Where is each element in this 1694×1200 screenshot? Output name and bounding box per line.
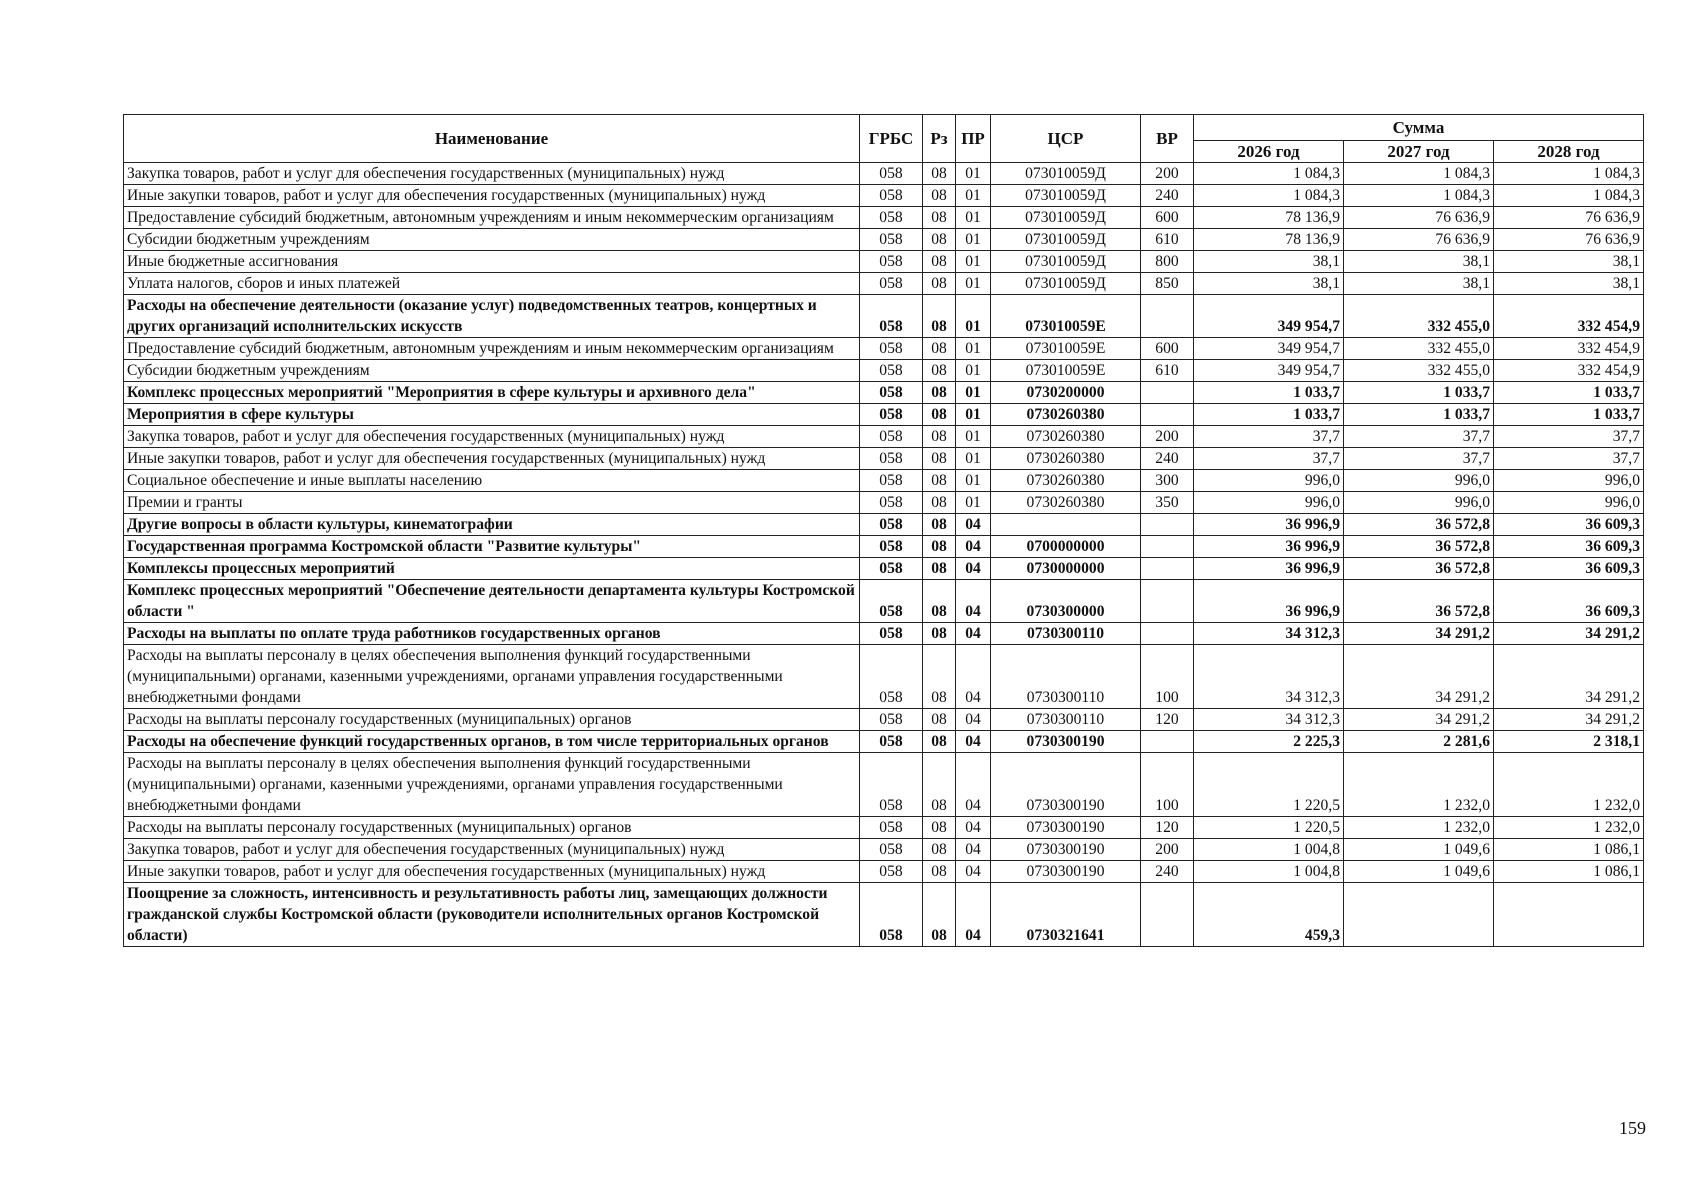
cell-rz: 08 — [923, 273, 956, 295]
header-csr: ЦСР — [991, 115, 1141, 163]
cell-grbs: 058 — [860, 163, 923, 185]
budget-table-sheet — [123, 114, 1643, 947]
cell-pr: 04 — [956, 709, 991, 731]
cell-2027: 36 572,8 — [1344, 536, 1494, 558]
cell-name: Предоставление субсидий бюджетным, автономным учреждениям и иным некоммерческим организациям — [124, 338, 860, 360]
cell-name: Мероприятия в сфере культуры — [124, 404, 860, 426]
cell-name: Уплата налогов, сборов и иных платежей — [124, 273, 860, 295]
cell-name: Расходы на выплаты по оплате труда работников государственных органов — [124, 623, 860, 645]
table-row — [124, 404, 1644, 426]
cell-2028: 996,0 — [1494, 492, 1644, 514]
cell-name: Расходы на выплаты персоналу в целях обеспечения выполнения функций государственными (муниципальными) органами, казенными учреждениями, органами управления государственными внебюджетными фондами — [124, 645, 860, 709]
cell-rz: 08 — [923, 426, 956, 448]
cell-csr: 0730260380 — [991, 448, 1141, 470]
cell-rz: 08 — [923, 753, 956, 817]
cell-2027: 1 033,7 — [1344, 404, 1494, 426]
table-row — [124, 207, 1644, 229]
cell-vr: 850 — [1141, 273, 1194, 295]
cell-vr — [1141, 580, 1194, 623]
cell-csr: 073010059Д — [991, 207, 1141, 229]
cell-csr: 0730260380 — [991, 492, 1141, 514]
cell-name: Государственная программа Костромской области "Развитие культуры" — [124, 536, 860, 558]
cell-2026: 1 033,7 — [1194, 382, 1344, 404]
table-row — [124, 645, 1644, 709]
table-row — [124, 839, 1644, 861]
cell-2028: 37,7 — [1494, 448, 1644, 470]
cell-csr: 0730300110 — [991, 709, 1141, 731]
cell-pr: 01 — [956, 163, 991, 185]
cell-vr: 240 — [1141, 185, 1194, 207]
cell-grbs: 058 — [860, 514, 923, 536]
cell-csr: 0700000000 — [991, 536, 1141, 558]
cell-grbs: 058 — [860, 426, 923, 448]
cell-2026: 34 312,3 — [1194, 623, 1344, 645]
cell-grbs: 058 — [860, 360, 923, 382]
cell-vr: 100 — [1141, 645, 1194, 709]
cell-csr: 0730321641 — [991, 883, 1141, 947]
header-name: Наименование — [124, 115, 860, 163]
cell-2026: 1 004,8 — [1194, 861, 1344, 883]
cell-2028: 36 609,3 — [1494, 536, 1644, 558]
cell-grbs: 058 — [860, 623, 923, 645]
cell-pr: 01 — [956, 426, 991, 448]
cell-rz: 08 — [923, 470, 956, 492]
cell-rz: 08 — [923, 360, 956, 382]
cell-grbs: 058 — [860, 883, 923, 947]
cell-2028: 332 454,9 — [1494, 295, 1644, 338]
cell-name: Расходы на обеспечение функций государственных органов, в том числе территориальных органов — [124, 731, 860, 753]
cell-grbs: 058 — [860, 817, 923, 839]
cell-pr: 04 — [956, 580, 991, 623]
cell-2027: 37,7 — [1344, 448, 1494, 470]
cell-vr — [1141, 382, 1194, 404]
cell-name: Поощрение за сложность, интенсивность и результативность работы лиц, замещающих должности гражданской службы Костромской области (руководители исполнительных органов Костромской области) — [124, 883, 860, 947]
cell-name: Комплекс процессных мероприятий "Мероприятия в сфере культуры и архивного дела" — [124, 382, 860, 404]
table-row — [124, 731, 1644, 753]
cell-2028: 37,7 — [1494, 426, 1644, 448]
cell-2027: 332 455,0 — [1344, 295, 1494, 338]
cell-2028: 2 318,1 — [1494, 731, 1644, 753]
cell-name: Предоставление субсидий бюджетным, автономным учреждениям и иным некоммерческим организациям — [124, 207, 860, 229]
cell-csr: 073010059Д — [991, 163, 1141, 185]
cell-vr — [1141, 514, 1194, 536]
cell-csr: 0730260380 — [991, 470, 1141, 492]
cell-2027: 1 049,6 — [1344, 839, 1494, 861]
cell-csr: 073010059Д — [991, 251, 1141, 273]
cell-2028: 36 609,3 — [1494, 580, 1644, 623]
cell-rz: 08 — [923, 251, 956, 273]
cell-name: Иные бюджетные ассигнования — [124, 251, 860, 273]
cell-2027: 1 033,7 — [1344, 382, 1494, 404]
cell-2026: 1 220,5 — [1194, 753, 1344, 817]
cell-name: Субсидии бюджетным учреждениям — [124, 360, 860, 382]
cell-pr: 01 — [956, 207, 991, 229]
cell-2027: 332 455,0 — [1344, 360, 1494, 382]
cell-csr: 073010059Е — [991, 295, 1141, 338]
cell-vr — [1141, 536, 1194, 558]
cell-csr: 0730300190 — [991, 839, 1141, 861]
cell-pr: 01 — [956, 338, 991, 360]
cell-2027: 76 636,9 — [1344, 229, 1494, 251]
header-year-2026: 2026 год — [1194, 141, 1344, 163]
header-year-2028: 2028 год — [1494, 141, 1644, 163]
cell-2028: 1 086,1 — [1494, 839, 1644, 861]
cell-grbs: 058 — [860, 207, 923, 229]
table-body — [124, 163, 1644, 947]
cell-rz: 08 — [923, 839, 956, 861]
cell-csr: 0730300110 — [991, 645, 1141, 709]
cell-grbs: 058 — [860, 709, 923, 731]
cell-2027: 38,1 — [1344, 273, 1494, 295]
header-grbs: ГРБС — [860, 115, 923, 163]
cell-grbs: 058 — [860, 536, 923, 558]
header-year-2027: 2027 год — [1344, 141, 1494, 163]
cell-2027: 996,0 — [1344, 470, 1494, 492]
cell-csr: 0730000000 — [991, 558, 1141, 580]
cell-vr — [1141, 883, 1194, 947]
cell-grbs: 058 — [860, 645, 923, 709]
cell-vr — [1141, 731, 1194, 753]
cell-2026: 2 225,3 — [1194, 731, 1344, 753]
cell-vr: 240 — [1141, 861, 1194, 883]
cell-rz: 08 — [923, 883, 956, 947]
cell-2028: 34 291,2 — [1494, 623, 1644, 645]
cell-rz: 08 — [923, 645, 956, 709]
cell-rz: 08 — [923, 861, 956, 883]
cell-2028: 1 086,1 — [1494, 861, 1644, 883]
cell-2026: 349 954,7 — [1194, 338, 1344, 360]
cell-rz: 08 — [923, 580, 956, 623]
cell-2026: 37,7 — [1194, 426, 1344, 448]
cell-vr — [1141, 623, 1194, 645]
budget-table — [123, 114, 1644, 947]
cell-name: Иные закупки товаров, работ и услуг для обеспечения государственных (муниципальных) нужд — [124, 861, 860, 883]
cell-2026: 459,3 — [1194, 883, 1344, 947]
cell-2027: 34 291,2 — [1344, 709, 1494, 731]
cell-pr: 04 — [956, 645, 991, 709]
cell-2026: 1 084,3 — [1194, 185, 1344, 207]
cell-pr: 01 — [956, 382, 991, 404]
cell-2027: 996,0 — [1344, 492, 1494, 514]
cell-name: Расходы на обеспечение деятельности (оказание услуг) подведомственных театров, концертных и других организаций исполнительских искусств — [124, 295, 860, 338]
cell-csr: 0730300190 — [991, 731, 1141, 753]
cell-csr: 073010059Е — [991, 360, 1141, 382]
cell-2028: 34 291,2 — [1494, 645, 1644, 709]
cell-rz: 08 — [923, 623, 956, 645]
table-row — [124, 709, 1644, 731]
cell-vr: 200 — [1141, 163, 1194, 185]
cell-name: Иные закупки товаров, работ и услуг для обеспечения государственных (муниципальных) нужд — [124, 185, 860, 207]
cell-name: Закупка товаров, работ и услуг для обеспечения государственных (муниципальных) нужд — [124, 163, 860, 185]
cell-vr — [1141, 404, 1194, 426]
cell-name: Другие вопросы в области культуры, кинематографии — [124, 514, 860, 536]
cell-csr: 0730260380 — [991, 426, 1141, 448]
cell-2027: 1 049,6 — [1344, 861, 1494, 883]
cell-name: Социальное обеспечение и иные выплаты населению — [124, 470, 860, 492]
cell-grbs: 058 — [860, 839, 923, 861]
cell-rz: 08 — [923, 492, 956, 514]
cell-grbs: 058 — [860, 558, 923, 580]
cell-2028: 1 084,3 — [1494, 185, 1644, 207]
cell-2028: 1 033,7 — [1494, 382, 1644, 404]
cell-csr — [991, 514, 1141, 536]
table-row — [124, 251, 1644, 273]
cell-vr: 100 — [1141, 753, 1194, 817]
cell-2026: 349 954,7 — [1194, 360, 1344, 382]
cell-csr: 0730300000 — [991, 580, 1141, 623]
cell-pr: 01 — [956, 470, 991, 492]
cell-rz: 08 — [923, 709, 956, 731]
cell-name: Комплекс процессных мероприятий "Обеспечение деятельности департамента культуры Костромской области " — [124, 580, 860, 623]
cell-grbs: 058 — [860, 382, 923, 404]
cell-grbs: 058 — [860, 753, 923, 817]
cell-2028: 1 084,3 — [1494, 163, 1644, 185]
cell-2026: 78 136,9 — [1194, 207, 1344, 229]
cell-2028 — [1494, 883, 1644, 947]
cell-csr: 073010059Д — [991, 273, 1141, 295]
cell-rz: 08 — [923, 404, 956, 426]
table-row — [124, 338, 1644, 360]
table-row — [124, 185, 1644, 207]
cell-name: Закупка товаров, работ и услуг для обеспечения государственных (муниципальных) нужд — [124, 839, 860, 861]
cell-pr: 01 — [956, 492, 991, 514]
cell-csr: 0730260380 — [991, 404, 1141, 426]
cell-2026: 34 312,3 — [1194, 645, 1344, 709]
cell-2028: 34 291,2 — [1494, 709, 1644, 731]
cell-pr: 04 — [956, 536, 991, 558]
cell-pr: 04 — [956, 623, 991, 645]
cell-rz: 08 — [923, 536, 956, 558]
cell-name: Закупка товаров, работ и услуг для обеспечения государственных (муниципальных) нужд — [124, 426, 860, 448]
cell-pr: 01 — [956, 185, 991, 207]
cell-2026: 1 220,5 — [1194, 817, 1344, 839]
cell-2026: 349 954,7 — [1194, 295, 1344, 338]
cell-2028: 76 636,9 — [1494, 207, 1644, 229]
cell-rz: 08 — [923, 382, 956, 404]
cell-vr: 600 — [1141, 338, 1194, 360]
cell-name: Иные закупки товаров, работ и услуг для обеспечения государственных (муниципальных) нужд — [124, 448, 860, 470]
table-row — [124, 558, 1644, 580]
cell-vr: 610 — [1141, 229, 1194, 251]
header-pr: ПР — [956, 115, 991, 163]
cell-pr: 04 — [956, 731, 991, 753]
table-row — [124, 753, 1644, 817]
table-row — [124, 580, 1644, 623]
cell-2026: 36 996,9 — [1194, 580, 1344, 623]
cell-rz: 08 — [923, 185, 956, 207]
cell-vr — [1141, 558, 1194, 580]
page-number: 159 — [1619, 1118, 1646, 1138]
cell-2028: 332 454,9 — [1494, 360, 1644, 382]
table-row — [124, 883, 1644, 947]
cell-pr: 01 — [956, 229, 991, 251]
cell-2027: 76 636,9 — [1344, 207, 1494, 229]
table-row — [124, 448, 1644, 470]
cell-vr: 120 — [1141, 709, 1194, 731]
table-header — [124, 115, 1644, 163]
cell-rz: 08 — [923, 295, 956, 338]
cell-rz: 08 — [923, 229, 956, 251]
cell-2027: 1 084,3 — [1344, 163, 1494, 185]
cell-2027: 2 281,6 — [1344, 731, 1494, 753]
cell-name: Расходы на выплаты персоналу в целях обеспечения выполнения функций государственными (муниципальными) органами, казенными учреждениями, органами управления государственными внебюджетными фондами — [124, 753, 860, 817]
cell-grbs: 058 — [860, 580, 923, 623]
table-row — [124, 426, 1644, 448]
cell-2028: 332 454,9 — [1494, 338, 1644, 360]
cell-2027: 1 232,0 — [1344, 817, 1494, 839]
cell-grbs: 058 — [860, 448, 923, 470]
cell-2026: 36 996,9 — [1194, 558, 1344, 580]
cell-grbs: 058 — [860, 185, 923, 207]
cell-csr: 0730200000 — [991, 382, 1141, 404]
table-row — [124, 492, 1644, 514]
cell-2028: 38,1 — [1494, 273, 1644, 295]
cell-rz: 08 — [923, 207, 956, 229]
cell-2026: 38,1 — [1194, 251, 1344, 273]
cell-2027 — [1344, 883, 1494, 947]
cell-pr: 04 — [956, 861, 991, 883]
header-sum: Сумма — [1194, 115, 1644, 141]
cell-2027: 38,1 — [1344, 251, 1494, 273]
cell-2026: 38,1 — [1194, 273, 1344, 295]
cell-2028: 36 609,3 — [1494, 558, 1644, 580]
cell-name: Комплексы процессных мероприятий — [124, 558, 860, 580]
cell-csr: 0730300110 — [991, 623, 1141, 645]
cell-csr: 0730300190 — [991, 817, 1141, 839]
cell-2027: 36 572,8 — [1344, 558, 1494, 580]
table-row — [124, 295, 1644, 338]
cell-pr: 01 — [956, 360, 991, 382]
cell-rz: 08 — [923, 448, 956, 470]
cell-grbs: 058 — [860, 404, 923, 426]
table-row — [124, 861, 1644, 883]
cell-2026: 1 033,7 — [1194, 404, 1344, 426]
cell-2028: 76 636,9 — [1494, 229, 1644, 251]
cell-csr: 0730300190 — [991, 753, 1141, 817]
cell-2028: 38,1 — [1494, 251, 1644, 273]
cell-vr: 350 — [1141, 492, 1194, 514]
cell-grbs: 058 — [860, 470, 923, 492]
cell-rz: 08 — [923, 163, 956, 185]
cell-csr: 073010059Д — [991, 229, 1141, 251]
table-row — [124, 382, 1644, 404]
cell-2027: 36 572,8 — [1344, 514, 1494, 536]
cell-pr: 04 — [956, 839, 991, 861]
cell-2027: 1 232,0 — [1344, 753, 1494, 817]
cell-pr: 01 — [956, 273, 991, 295]
cell-2026: 34 312,3 — [1194, 709, 1344, 731]
cell-2026: 996,0 — [1194, 470, 1344, 492]
cell-grbs: 058 — [860, 295, 923, 338]
cell-2028: 1 232,0 — [1494, 817, 1644, 839]
cell-rz: 08 — [923, 731, 956, 753]
header-vr: ВР — [1141, 115, 1194, 163]
cell-2028: 1 033,7 — [1494, 404, 1644, 426]
cell-grbs: 058 — [860, 731, 923, 753]
table-row — [124, 273, 1644, 295]
table-row — [124, 163, 1644, 185]
cell-vr: 800 — [1141, 251, 1194, 273]
cell-name: Расходы на выплаты персоналу государственных (муниципальных) органов — [124, 709, 860, 731]
cell-2027: 34 291,2 — [1344, 645, 1494, 709]
cell-csr: 0730300190 — [991, 861, 1141, 883]
cell-2026: 1 084,3 — [1194, 163, 1344, 185]
cell-grbs: 058 — [860, 492, 923, 514]
cell-name: Субсидии бюджетным учреждениям — [124, 229, 860, 251]
cell-grbs: 058 — [860, 273, 923, 295]
cell-csr: 073010059Е — [991, 338, 1141, 360]
cell-grbs: 058 — [860, 338, 923, 360]
table-row — [124, 229, 1644, 251]
cell-vr: 200 — [1141, 839, 1194, 861]
cell-2026: 37,7 — [1194, 448, 1344, 470]
cell-pr: 04 — [956, 558, 991, 580]
cell-pr: 01 — [956, 448, 991, 470]
cell-rz: 08 — [923, 514, 956, 536]
table-row — [124, 623, 1644, 645]
cell-pr: 01 — [956, 295, 991, 338]
cell-pr: 01 — [956, 404, 991, 426]
cell-grbs: 058 — [860, 251, 923, 273]
cell-rz: 08 — [923, 338, 956, 360]
cell-2027: 37,7 — [1344, 426, 1494, 448]
cell-pr: 04 — [956, 817, 991, 839]
cell-vr: 300 — [1141, 470, 1194, 492]
cell-2026: 1 004,8 — [1194, 839, 1344, 861]
table-row — [124, 514, 1644, 536]
cell-2027: 36 572,8 — [1344, 580, 1494, 623]
cell-vr — [1141, 295, 1194, 338]
cell-2026: 36 996,9 — [1194, 536, 1344, 558]
table-row — [124, 470, 1644, 492]
cell-grbs: 058 — [860, 229, 923, 251]
cell-grbs: 058 — [860, 861, 923, 883]
table-row — [124, 536, 1644, 558]
header-rz: Рз — [923, 115, 956, 163]
cell-2026: 996,0 — [1194, 492, 1344, 514]
cell-pr: 04 — [956, 753, 991, 817]
cell-vr: 610 — [1141, 360, 1194, 382]
cell-pr: 01 — [956, 251, 991, 273]
cell-2027: 1 084,3 — [1344, 185, 1494, 207]
cell-pr: 04 — [956, 883, 991, 947]
cell-2027: 332 455,0 — [1344, 338, 1494, 360]
cell-vr: 200 — [1141, 426, 1194, 448]
cell-vr: 600 — [1141, 207, 1194, 229]
cell-2026: 36 996,9 — [1194, 514, 1344, 536]
cell-rz: 08 — [923, 558, 956, 580]
table-row — [124, 817, 1644, 839]
cell-name: Премии и гранты — [124, 492, 860, 514]
cell-pr: 04 — [956, 514, 991, 536]
cell-2026: 78 136,9 — [1194, 229, 1344, 251]
cell-2027: 34 291,2 — [1344, 623, 1494, 645]
cell-2028: 996,0 — [1494, 470, 1644, 492]
table-row — [124, 360, 1644, 382]
cell-vr: 120 — [1141, 817, 1194, 839]
cell-vr: 240 — [1141, 448, 1194, 470]
cell-2028: 1 232,0 — [1494, 753, 1644, 817]
cell-2028: 36 609,3 — [1494, 514, 1644, 536]
cell-name: Расходы на выплаты персоналу государственных (муниципальных) органов — [124, 817, 860, 839]
cell-rz: 08 — [923, 817, 956, 839]
cell-csr: 073010059Д — [991, 185, 1141, 207]
